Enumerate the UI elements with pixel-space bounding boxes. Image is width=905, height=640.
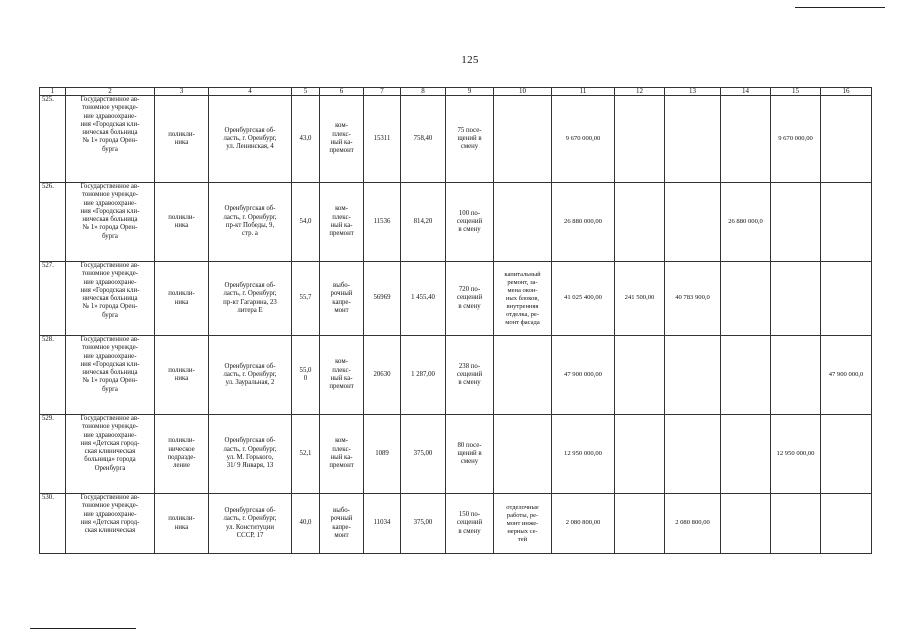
capacity: 80 посе- щений в смену	[446, 415, 494, 494]
value-col13	[665, 96, 721, 183]
table-row	[40, 96, 872, 183]
work-description: отделочные работы, ре- монт инже- нерных се- тей	[494, 494, 552, 554]
institution-name: Государственное ав- тономное учрежде- ние здравоохране- ния «Городская кли- ническая больница № 1» города Орен- бурга	[66, 183, 155, 262]
value-col13	[665, 183, 721, 262]
value-col13: 2 080 800,00	[665, 494, 721, 554]
value-col14	[721, 262, 771, 336]
total-cost: 12 950 000,00	[552, 415, 615, 494]
capacity: 150 по- сещений в смену	[446, 494, 494, 554]
value-col12: 241 500,00	[615, 262, 665, 336]
capacity: 720 по- сещений в смену	[446, 262, 494, 336]
column-header: 14	[721, 88, 771, 96]
capacity: 75 посе- щений в смену	[446, 96, 494, 183]
header-row	[40, 88, 872, 96]
value-col16	[821, 262, 872, 336]
area: 43,0	[292, 96, 320, 183]
address: Оренбургская об- ласть, г. Оренбург, ул. Конституции СССР, 17	[209, 494, 292, 554]
area: 54,0	[292, 183, 320, 262]
value-col7: 1089	[364, 415, 401, 494]
row-number: 529.	[40, 415, 66, 494]
area: 40,0	[292, 494, 320, 554]
value-col15: 12 950 000,00	[771, 415, 821, 494]
area: 52,1	[292, 415, 320, 494]
institution-name: Государственное ав- тономное учрежде- ние здравоохране- ния «Детская город- ская клиническая	[66, 494, 155, 554]
value-col12	[615, 183, 665, 262]
area: 55,7	[292, 262, 320, 336]
column-header: 15	[771, 88, 821, 96]
value-col15	[771, 262, 821, 336]
column-header: 11	[552, 88, 615, 96]
work-description	[494, 183, 552, 262]
value-col14	[721, 494, 771, 554]
row-number: 525.	[40, 96, 66, 183]
value-col13	[665, 415, 721, 494]
value-col8: 758,40	[401, 96, 446, 183]
value-col14: 26 880 000,0	[721, 183, 771, 262]
value-col16: 47 900 000,0	[821, 336, 872, 415]
row-number: 527.	[40, 262, 66, 336]
capacity: 100 по- сещений в смену	[446, 183, 494, 262]
facility-type: поликли- ника	[155, 96, 209, 183]
work-description	[494, 415, 552, 494]
column-header: 3	[155, 88, 209, 96]
work-type: выбо- рочный капре- монт	[320, 262, 364, 336]
column-header: 6	[320, 88, 364, 96]
value-col8: 814,20	[401, 183, 446, 262]
value-col12	[615, 336, 665, 415]
column-header: 4	[209, 88, 292, 96]
address: Оренбургская об- ласть, г. Оренбург, ул. М. Горького, 31/ 9 Января, 13	[209, 415, 292, 494]
institution-name: Государственное ав- тономное учрежде- ние здравоохране- ния «Городская кли- ническая больница № 1» города Орен- бурга	[66, 336, 155, 415]
value-col14	[721, 336, 771, 415]
column-header: 1	[40, 88, 66, 96]
column-header: 16	[821, 88, 872, 96]
value-col7: 20630	[364, 336, 401, 415]
address: Оренбургская об- ласть, г. Оренбург, ул. Зауральная, 2	[209, 336, 292, 415]
value-col15: 9 670 000,00	[771, 96, 821, 183]
total-cost: 41 025 400,00	[552, 262, 615, 336]
total-cost: 47 900 000,00	[552, 336, 615, 415]
institution-name: Государственное ав- тономное учрежде- ние здравоохране- ния «Детская город- ская клиническая больница» города Оренбурга	[66, 415, 155, 494]
work-description	[494, 336, 552, 415]
capacity: 238 по- сещений в смену	[446, 336, 494, 415]
column-header: 10	[494, 88, 552, 96]
work-type: ком- плекс- ный ка- премонт	[320, 336, 364, 415]
area: 55,0 0	[292, 336, 320, 415]
value-col14	[721, 96, 771, 183]
facility-type: поликли- ника	[155, 183, 209, 262]
work-type: выбо- рочный капре- монт	[320, 494, 364, 554]
value-col13	[665, 336, 721, 415]
top-rule	[795, 7, 885, 8]
facility-type: поликли- ника	[155, 262, 209, 336]
table-row	[40, 183, 872, 262]
page-number: 125	[461, 54, 479, 66]
column-header: 9	[446, 88, 494, 96]
work-type: ком- плекс- ный ка- премонт	[320, 183, 364, 262]
value-col15	[771, 183, 821, 262]
value-col8: 375,00	[401, 415, 446, 494]
value-col16	[821, 415, 872, 494]
column-header: 13	[665, 88, 721, 96]
value-col7: 56969	[364, 262, 401, 336]
column-header: 8	[401, 88, 446, 96]
facility-type: поликли- ника	[155, 336, 209, 415]
data-table	[39, 87, 872, 554]
value-col8: 1 455,40	[401, 262, 446, 336]
row-number: 528.	[40, 336, 66, 415]
total-cost: 9 670 000,00	[552, 96, 615, 183]
total-cost: 26 880 000,00	[552, 183, 615, 262]
value-col12	[615, 415, 665, 494]
bottom-rule	[30, 628, 136, 629]
value-col7: 11034	[364, 494, 401, 554]
facility-type: поликли- ника	[155, 494, 209, 554]
value-col16	[821, 494, 872, 554]
work-type: ком- плекс- ный ка- премонт	[320, 415, 364, 494]
table-row	[40, 415, 872, 494]
value-col12	[615, 494, 665, 554]
address: Оренбургская об- ласть, г. Оренбург, пр-кт Гагарина, 23 литера Е	[209, 262, 292, 336]
value-col7: 11536	[364, 183, 401, 262]
column-header: 7	[364, 88, 401, 96]
value-col13: 40 783 900,0	[665, 262, 721, 336]
work-description: капитальный ремонт, за- мена окон- ных блоков, внутренняя отделка, ре- монт фасада	[494, 262, 552, 336]
table-row	[40, 494, 872, 554]
work-type: ком- плекс- ный ка- премонт	[320, 96, 364, 183]
table-row	[40, 262, 872, 336]
value-col12	[615, 96, 665, 183]
facility-type: поликли- ническое подразде- ление	[155, 415, 209, 494]
value-col7: 15311	[364, 96, 401, 183]
institution-name: Государственное ав- тономное учрежде- ние здравоохране- ния «Городская кли- ническая больница № 1» города Орен- бурга	[66, 96, 155, 183]
column-header: 12	[615, 88, 665, 96]
total-cost: 2 080 800,00	[552, 494, 615, 554]
value-col16	[821, 96, 872, 183]
column-header: 2	[66, 88, 155, 96]
value-col15	[771, 494, 821, 554]
institution-name: Государственное ав- тономное учрежде- ние здравоохране- ния «Городская кли- ническая больница № 1» города Орен- бурга	[66, 262, 155, 336]
table-row	[40, 336, 872, 415]
work-description	[494, 96, 552, 183]
value-col15	[771, 336, 821, 415]
row-number: 530.	[40, 494, 66, 554]
address: Оренбургская об- ласть, г. Оренбург, пр-кт Победы, 9, стр. а	[209, 183, 292, 262]
address: Оренбургская об- ласть, г. Оренбург, ул. Ленинская, 4	[209, 96, 292, 183]
value-col14	[721, 415, 771, 494]
column-header: 5	[292, 88, 320, 96]
value-col16	[821, 183, 872, 262]
value-col8: 375,00	[401, 494, 446, 554]
value-col8: 1 287,00	[401, 336, 446, 415]
row-number: 526.	[40, 183, 66, 262]
